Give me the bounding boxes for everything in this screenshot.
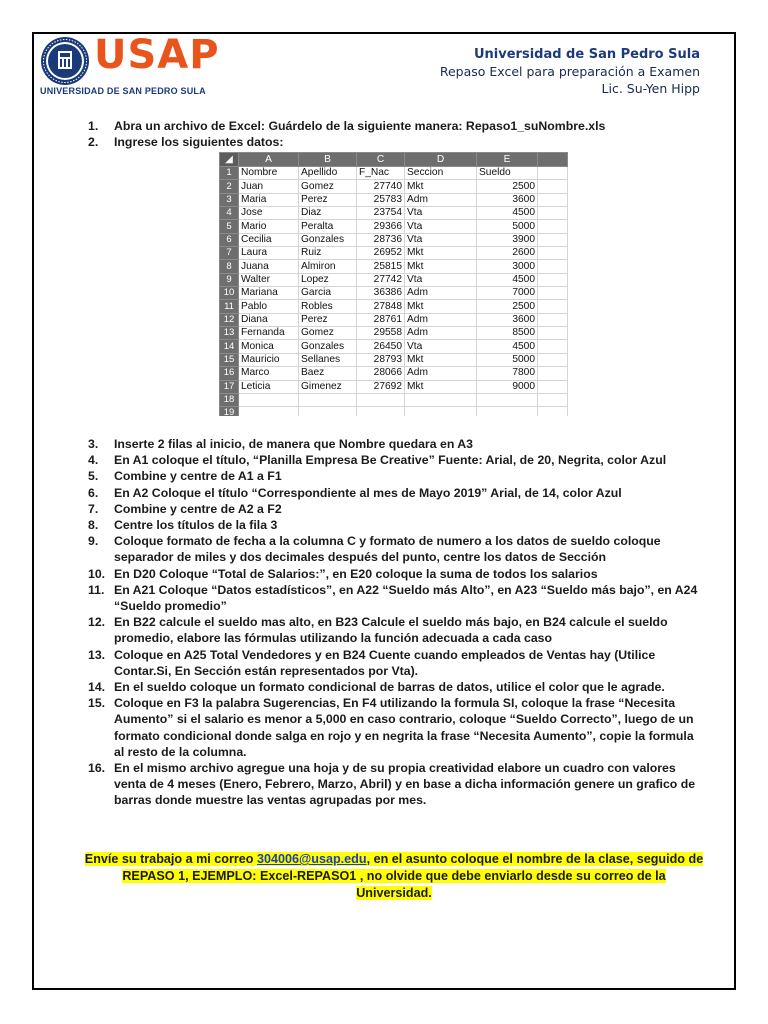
university-name: Universidad de San Pedro Sula	[473, 47, 700, 62]
sheet-cell: Sellanes	[299, 353, 357, 366]
instruction-item: 13. Coloque en A25 Total Vendedores y en B24 Cuente cuando empleados de Ventas hay (Utilice Contar.Si, En Sección están representados por Vta).	[88, 647, 656, 678]
sheet-cell: Diana	[239, 313, 299, 326]
sheet-cell: 3600	[477, 313, 538, 326]
sheet-cell-blank	[538, 313, 568, 326]
sheet-cell: Fernanda	[239, 327, 299, 340]
sheet-cell: Baez	[299, 367, 357, 380]
sheet-cell-blank	[538, 407, 568, 416]
sheet-cell: 9000	[477, 380, 538, 393]
sheet-cell: Perez	[299, 193, 357, 206]
instruction-item: 11. En A21 Coloque “Datos estadísticos”, en A22 “Sueldo más Alto”, en A23 “Sueldo más bajo”, en A24 “Sueldo promedio”	[88, 582, 698, 614]
sheet-row	[220, 380, 568, 393]
sheet-cell-blank	[538, 393, 568, 406]
sheet-cell: Adm	[405, 327, 477, 340]
sheet-cell: Gonzales	[299, 233, 357, 246]
row-header: 7	[220, 247, 239, 260]
sheet-cell: 28736	[357, 233, 405, 246]
sheet-cell: Vta	[405, 220, 477, 233]
sheet-cell-blank	[538, 220, 568, 233]
sheet-cell: 4500	[477, 273, 538, 286]
instruction-item: 1. Abra un archivo de Excel: Guárdelo de la siguiente manera: Repaso1_suNombre.xls	[88, 119, 606, 133]
sheet-row	[220, 313, 568, 326]
sheet-cell: Juana	[239, 260, 299, 273]
sheet-cell: Mkt	[405, 353, 477, 366]
sheet-cell	[239, 393, 299, 406]
sheet-cell: Gomez	[299, 180, 357, 193]
sheet-cell-blank	[538, 260, 568, 273]
instruction-item: 7. Combine y centre de A2 a F2	[88, 501, 282, 516]
column-header: A	[239, 153, 299, 167]
sheet-cell: 26952	[357, 247, 405, 260]
instruction-item: 2. Ingrese los siguientes datos:	[88, 135, 284, 150]
sheet-cell-blank	[538, 367, 568, 380]
row-header: 17	[220, 380, 239, 393]
sheet-cell: Jose	[239, 207, 299, 220]
row-header: 13	[220, 327, 239, 340]
sheet-cell: Nombre	[239, 167, 299, 180]
sheet-row	[220, 207, 568, 220]
instruction-item: 9. Coloque formato de fecha a la columna C y formato de numero a los datos de sueldo coloque separador de miles y dos decimales después del punto, centre los datos de Sección	[88, 534, 661, 565]
sheet-cell: 3900	[477, 233, 538, 246]
sheet-cell: 28761	[357, 313, 405, 326]
sheet-row	[220, 367, 568, 380]
sheet-cell: Adm	[405, 313, 477, 326]
column-header-blank	[538, 153, 568, 167]
sheet-cell-blank	[538, 193, 568, 206]
sheet-row	[220, 393, 568, 406]
spreadsheet-table	[219, 152, 568, 416]
row-header: 2	[220, 180, 239, 193]
sheet-cell: 2500	[477, 180, 538, 193]
sheet-cell: Gimenez	[299, 380, 357, 393]
sheet-cell-blank	[538, 273, 568, 286]
sheet-cell: 28793	[357, 353, 405, 366]
sheet-cell: 25815	[357, 260, 405, 273]
spreadsheet-screenshot	[219, 152, 571, 416]
sheet-cell: Vta	[405, 207, 477, 220]
row-header: 15	[220, 353, 239, 366]
email-link[interactable]: 304006@usap.edu	[256, 852, 367, 866]
row-header: 12	[220, 313, 239, 326]
document-header	[440, 46, 700, 97]
sheet-cell: 2500	[477, 300, 538, 313]
sheet-cell: 8500	[477, 327, 538, 340]
sheet-cell-blank	[538, 180, 568, 193]
sheet-row	[220, 273, 568, 286]
sheet-cell-blank	[538, 327, 568, 340]
sheet-row	[220, 300, 568, 313]
sheet-cell-blank	[538, 353, 568, 366]
sheet-cell: Marco	[239, 367, 299, 380]
sheet-cell: 27742	[357, 273, 405, 286]
university-seal-icon	[40, 36, 90, 86]
sheet-cell-blank	[538, 233, 568, 246]
sheet-cell: Mariana	[239, 287, 299, 300]
logo-subtitle: UNIVERSIDAD DE SAN PEDRO SULA	[40, 86, 206, 96]
sheet-row	[220, 167, 568, 180]
row-header: 18	[220, 393, 239, 406]
sheet-cell: Vta	[405, 340, 477, 353]
sheet-row	[220, 327, 568, 340]
sheet-cell	[477, 407, 538, 416]
instructions-list-top	[88, 118, 706, 150]
sheet-cell: F_Nac	[357, 167, 405, 180]
sheet-cell: 23754	[357, 207, 405, 220]
sheet-cell: Cecilia	[239, 233, 299, 246]
sheet-cell: 25783	[357, 193, 405, 206]
logo-wordmark: USAP	[94, 32, 220, 78]
sheet-cell	[299, 407, 357, 416]
column-header: D	[405, 153, 477, 167]
sheet-cell	[405, 393, 477, 406]
instruction-item: 4. En A1 coloque el título, “Planilla Empresa Be Creative” Fuente: Arial, de 20, Negrita, color Azul	[88, 453, 667, 468]
sheet-cell: Adm	[405, 193, 477, 206]
instruction-item: 6. En A2 Coloque el título “Correspondiente al mes de Mayo 2019” Arial, de 14, color Azul	[88, 485, 622, 500]
sheet-cell	[405, 407, 477, 416]
sheet-cell-blank	[538, 207, 568, 220]
sheet-cell-blank	[538, 287, 568, 300]
sheet-cell: 29558	[357, 327, 405, 340]
sheet-cell: 4500	[477, 340, 538, 353]
column-header: E	[477, 153, 538, 167]
sheet-cell-blank	[538, 340, 568, 353]
sheet-cell	[239, 407, 299, 416]
sheet-cell: Mario	[239, 220, 299, 233]
row-header: 9	[220, 273, 239, 286]
sheet-row	[220, 233, 568, 246]
sheet-row	[220, 407, 568, 416]
sheet-cell: 2600	[477, 247, 538, 260]
sheet-row	[220, 340, 568, 353]
course-title: Repaso Excel para preparación a Examen	[439, 64, 700, 79]
sheet-cell: Mkt	[405, 380, 477, 393]
instruction-item: 14. En el sueldo coloque un formato condicional de barras de datos, utilice el color que le agrade.	[88, 680, 665, 695]
sheet-cell: 29366	[357, 220, 405, 233]
row-header: 3	[220, 193, 239, 206]
row-header: 8	[220, 260, 239, 273]
sheet-cell: Almiron	[299, 260, 357, 273]
teacher-name: Lic. Su-Yen Hipp	[601, 81, 700, 96]
sheet-cell	[357, 407, 405, 416]
sheet-row	[220, 287, 568, 300]
sheet-cell: Ruiz	[299, 247, 357, 260]
row-header: 1	[220, 167, 239, 180]
sheet-cell: 7800	[477, 367, 538, 380]
sheet-cell: 27740	[357, 180, 405, 193]
sheet-cell: Robles	[299, 300, 357, 313]
sheet-cell: Mkt	[405, 300, 477, 313]
sheet-cell	[357, 393, 405, 406]
sheet-cell: Monica	[239, 340, 299, 353]
instruction-item: 8. Centre los títulos de la fila 3	[88, 518, 278, 533]
sheet-row	[220, 180, 568, 193]
sheet-cell: Maria	[239, 193, 299, 206]
sheet-cell: Apellido	[299, 167, 357, 180]
instructions-list-bottom	[88, 436, 706, 809]
column-header-row	[220, 153, 568, 167]
sheet-cell: 4500	[477, 207, 538, 220]
sheet-cell: 28066	[357, 367, 405, 380]
instruction-item: 3. Inserte 2 filas al inicio, de manera que Nombre quedara en A3	[88, 437, 474, 451]
sheet-cell: 7000	[477, 287, 538, 300]
row-header: 19	[220, 407, 239, 416]
sheet-cell: 5000	[477, 220, 538, 233]
sheet-cell: Perez	[299, 313, 357, 326]
sheet-cell: Pablo	[239, 300, 299, 313]
note-line2: REPASO 1, EJEMPLO: Excel-REPASO1 , no olvide que debe enviarlo desde su correo de la Universidad.	[122, 869, 666, 900]
submission-note	[84, 851, 704, 902]
sheet-cell	[299, 393, 357, 406]
sheet-cell: Mkt	[405, 260, 477, 273]
sheet-cell: 5000	[477, 353, 538, 366]
sheet-cell: 36386	[357, 287, 405, 300]
sheet-cell: Adm	[405, 287, 477, 300]
sheet-cell: Vta	[405, 273, 477, 286]
sheet-cell: Walter	[239, 273, 299, 286]
sheet-cell: Mauricio	[239, 353, 299, 366]
sheet-row	[220, 353, 568, 366]
instruction-item: 10. En D20 Coloque “Total de Salarios:”, en E20 coloque la suma de todos los salarios	[88, 566, 598, 581]
sheet-row	[220, 193, 568, 206]
sheet-cell: Seccion	[405, 167, 477, 180]
select-all-corner: ◢	[220, 153, 239, 167]
row-header: 6	[220, 233, 239, 246]
sheet-cell: Mkt	[405, 180, 477, 193]
sheet-cell: 27692	[357, 380, 405, 393]
usap-logo	[40, 32, 220, 98]
sheet-row	[220, 247, 568, 260]
sheet-cell: 26450	[357, 340, 405, 353]
sheet-cell: Peralta	[299, 220, 357, 233]
sheet-cell: Gomez	[299, 327, 357, 340]
row-header: 10	[220, 287, 239, 300]
row-header: 16	[220, 367, 239, 380]
sheet-cell: 3000	[477, 260, 538, 273]
sheet-row	[220, 220, 568, 233]
instruction-item: 12. En B22 calcule el sueldo mas alto, en B23 Calcule el sueldo más bajo, en B24 calcule el sueldo promedio, elabore las fórmulas utilizando la función adecuada a cada caso	[88, 615, 668, 646]
instruction-item: 15. Coloque en F3 la palabra Sugerencias, En F4 utilizando la formula SI, coloque la frase “Necesita Aumento” si el salario es menor a 5,000 en caso contrario, coloque “Sueldo Correcto”, luego de un formato condicional donde salga en rojo y en negrita la frase “Necesita Aumento”, copie la formula al resto de la columna.	[88, 696, 694, 759]
sheet-cell: Gonzales	[299, 340, 357, 353]
note-text: , en el asunto coloque el nombre de la clase, seguido de	[366, 852, 704, 866]
column-header: B	[299, 153, 357, 167]
sheet-cell: Vta	[405, 233, 477, 246]
sheet-cell	[477, 393, 538, 406]
sheet-cell: Garcia	[299, 287, 357, 300]
sheet-cell-blank	[538, 380, 568, 393]
row-header: 4	[220, 207, 239, 220]
column-header: C	[357, 153, 405, 167]
sheet-cell: Laura	[239, 247, 299, 260]
sheet-cell: Juan	[239, 180, 299, 193]
sheet-row	[220, 260, 568, 273]
instruction-item: 16. En el mismo archivo agregue una hoja y de su propia creatividad elabore un cuadro con valores venta de 4 meses (Enero, Febrero, Marzo, Abril) y en base a dicha información genere un grafico de barras donde muestre las ventas agrupadas por mes.	[88, 761, 696, 808]
row-header: 14	[220, 340, 239, 353]
sheet-cell: Diaz	[299, 207, 357, 220]
sheet-cell: Leticia	[239, 380, 299, 393]
sheet-cell-blank	[538, 247, 568, 260]
sheet-cell: 27848	[357, 300, 405, 313]
sheet-cell-blank	[538, 167, 568, 180]
sheet-cell: Adm	[405, 367, 477, 380]
note-text: Envíe su trabajo a mi correo	[84, 852, 257, 866]
sheet-cell: Mkt	[405, 247, 477, 260]
sheet-cell: Sueldo	[477, 167, 538, 180]
instruction-item: 5. Combine y centre de A1 a F1	[88, 469, 282, 484]
sheet-cell: Lopez	[299, 273, 357, 286]
row-header: 5	[220, 220, 239, 233]
row-header: 11	[220, 300, 239, 313]
sheet-cell: 3600	[477, 193, 538, 206]
sheet-cell-blank	[538, 300, 568, 313]
